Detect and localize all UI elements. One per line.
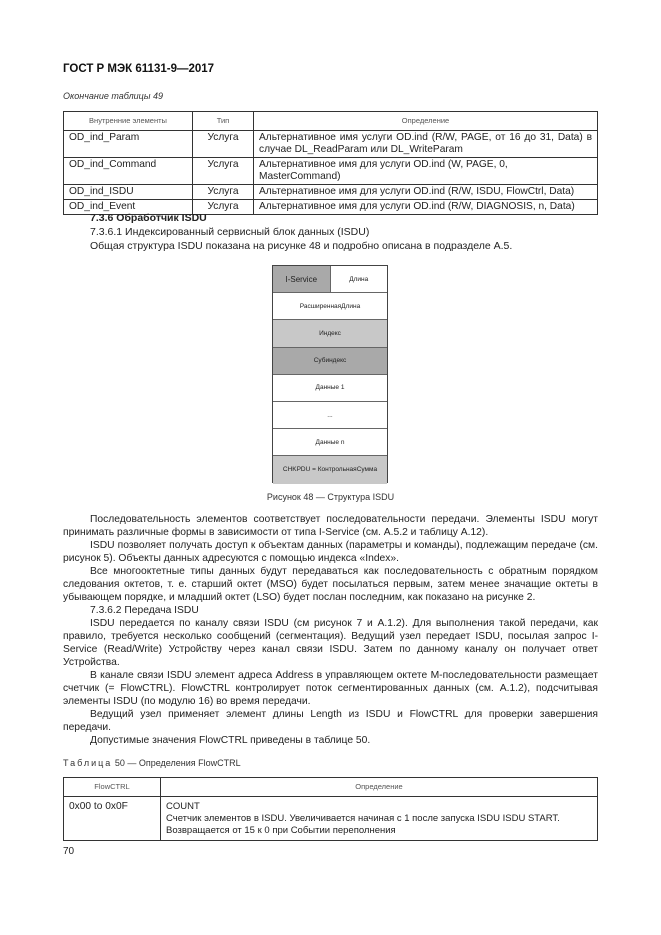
subsection-heading: 7.3.6.2 Передача ISDU	[90, 605, 199, 616]
cell-line: Возвращается от 15 к 0 при Событии переполнения	[166, 825, 396, 836]
column-header: FlowCTRL	[64, 778, 161, 797]
cell: Услуга	[193, 185, 254, 200]
column-header: Внутренние элементы	[64, 112, 193, 131]
figure-row	[273, 266, 387, 293]
column-header: Тип	[193, 112, 254, 131]
figure-caption: Рисунок 48 — Структура ISDU	[266, 492, 395, 502]
cell: Услуга	[193, 200, 254, 215]
cell-line: COUNT	[166, 801, 200, 812]
chkpdu-cell: CHKPDU = КонтрольнаяСумма	[273, 456, 387, 483]
paragraph: Ведущий узел применяет элемент длины Length из ISDU и FlowCTRL для проверки завершения передачи.	[63, 709, 598, 733]
subindex-cell: Субиндекс	[273, 348, 387, 375]
paragraph: В канале связи ISDU элемент адреса Address в управляющем октете М-последовательности размещает счетчик (= FlowCTRL). FlowCTRL контролирует поток сегментированных данных (см. А.1.2), подсчитывая элементы ISDU (по модулю 16) во время передачи.	[63, 670, 598, 707]
cell: Альтернативное имя для услуги OD.ind (R/W, ISDU, FlowCtrl, Data)	[254, 185, 598, 200]
table-header-row	[64, 778, 598, 797]
intro-text: Общая структура ISDU показана на рисунке 48 и подробно описана в подразделе А.5.	[90, 240, 513, 252]
index-cell: Индекс	[273, 320, 387, 347]
datan-cell: Данные n	[273, 429, 387, 456]
paragraph: Последовательность элементов соответствует последовательности передачи. Элементы ISDU могут принимать различные формы в зависимости от типа I-Service (см. А.5.2 и таблицу А.12).	[63, 514, 598, 538]
extlength-cell: РасширеннаяДлина	[273, 293, 387, 320]
paragraph: Все многооктетные типы данных будут передаваться как последовательность с обратным порядком следования октетов, т. е. старший октет (MSO) будет посылаться первым, затем менее значащие октеты в убывающем порядке, и младший октет (LSO) будет послан последним, как показано на рисунке 2.	[63, 566, 598, 603]
paragraph: ISDU передается по каналу связи ISDU (см рисунок 7 и А.1.2). Для выполнения такой передачи, как правило, требуется несколько сообщений (сегментация). Ведущий узел передает ISDU, посылая запрос I-Service (Read/Write) Устройству через канал связи ISDU. Затем по данному каналу он получает ответ Устройства.	[63, 618, 598, 668]
table-row	[64, 158, 598, 185]
ellipsis-cell: ...	[273, 402, 387, 429]
body-text	[63, 513, 598, 747]
table-49	[63, 111, 598, 215]
table-50	[63, 777, 598, 841]
i-service-cell: I-Service	[273, 266, 331, 292]
isdu-structure-figure	[272, 265, 388, 483]
cell: Услуга	[193, 131, 254, 158]
cell-line: Счетчик элементов в ISDU. Увеличивается начиная с 1 после запуска ISDU ISDU START.	[166, 813, 560, 824]
caption-text: 50 — Определения FlowCTRL	[114, 758, 241, 768]
table-header-row	[64, 112, 598, 131]
paragraph: ISDU позволяет получать доступ к объектам данных (параметры и команды), подлежащим передаче (см. рисунок 5). Объекты данных адресуются с помощью индекса «Index».	[63, 540, 598, 564]
data1-cell: Данные 1	[273, 375, 387, 402]
page-number: 70	[63, 846, 75, 857]
document-header: ГОСТ Р МЭК 61131-9—2017	[63, 63, 215, 75]
cell: OD_ind_Command	[64, 158, 193, 185]
column-header: Определение	[254, 112, 598, 131]
paragraph: Допустимые значения FlowCTRL приведены в таблице 50.	[90, 735, 371, 746]
section-heading: 7.3.6 Обработчик ISDU	[90, 212, 207, 224]
column-header: Определение	[161, 778, 598, 797]
cell: Услуга	[193, 158, 254, 185]
cell: Альтернативное имя для услуги OD.ind (W, PAGE, 0, MasterCommand)	[254, 158, 598, 185]
table-row	[64, 185, 598, 200]
cell: OD_ind_Param	[64, 131, 193, 158]
table-50-caption	[63, 758, 241, 768]
cell	[161, 797, 598, 841]
cell: 0x00 to 0x0F	[64, 797, 161, 841]
cell: Альтернативное имя для услуги OD.ind (R/W, DIAGNOSIS, n, Data)	[254, 200, 598, 215]
cell: OD_ind_Event	[64, 200, 193, 215]
caption-word: Таблица	[63, 758, 113, 768]
table-continuation-label: Окончание таблицы 49	[63, 91, 163, 101]
cell: Альтернативное имя услуги OD.ind (R/W, PAGE, от 16 до 31, Data) в случае DL_ReadParam или DL_WriteParam	[254, 131, 598, 158]
table-row	[64, 797, 598, 841]
length-cell: Длина	[349, 275, 369, 283]
subsection-heading: 7.3.6.1 Индексированный сервисный блок данных (ISDU)	[90, 226, 370, 238]
table-row	[64, 131, 598, 158]
cell: OD_ind_ISDU	[64, 185, 193, 200]
